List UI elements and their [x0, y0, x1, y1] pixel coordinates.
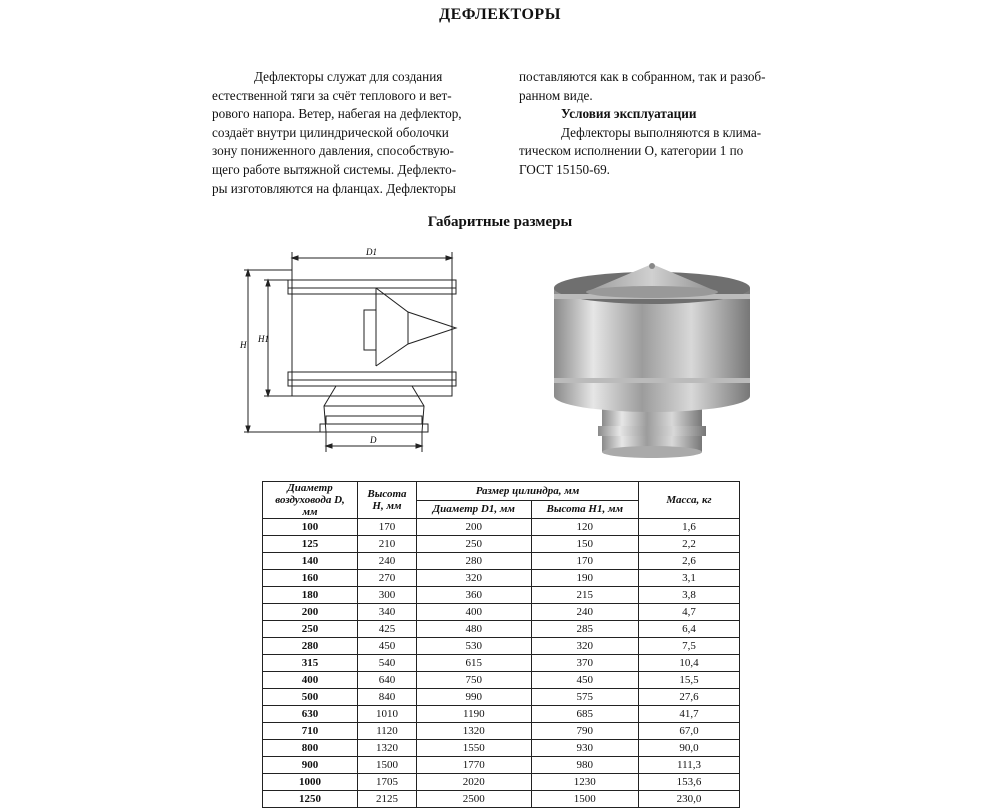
- intro-line: естественной тяги за счёт теплового и вет-: [212, 87, 452, 103]
- cylinder-diameter-cell: 280: [417, 553, 532, 570]
- conditions-heading: Условия эксплуатации: [561, 106, 697, 122]
- dimensions-table: [262, 481, 740, 808]
- header-cylinder-height: Высота H1, мм: [531, 500, 638, 519]
- mass-cell: 2,2: [639, 536, 740, 553]
- intro-right-column: [519, 68, 781, 180]
- cylinder-height-cell: 120: [531, 519, 638, 536]
- cylinder-diameter-cell: 400: [417, 604, 532, 621]
- duct-diameter-cell: 800: [263, 740, 358, 757]
- d1-label: D1: [366, 247, 377, 257]
- header-cylinder-size: Размер цилиндра, мм: [417, 482, 639, 501]
- height-cell: 540: [358, 655, 417, 672]
- cylinder-diameter-cell: 990: [417, 689, 532, 706]
- intro-line: поставляются как в собранном, так и разоб-: [519, 69, 766, 84]
- height-cell: 1010: [358, 706, 417, 723]
- cylinder-diameter-cell: 360: [417, 587, 532, 604]
- mass-cell: 2,6: [639, 553, 740, 570]
- table-row: [263, 570, 740, 587]
- cylinder-height-cell: 170: [531, 553, 638, 570]
- table-row: [263, 672, 740, 689]
- duct-diameter-cell: 1250: [263, 791, 358, 808]
- cylinder-height-cell: 285: [531, 621, 638, 638]
- height-cell: 1120: [358, 723, 417, 740]
- height-cell: 640: [358, 672, 417, 689]
- cylinder-diameter-cell: 250: [417, 536, 532, 553]
- height-cell: 840: [358, 689, 417, 706]
- table-row: [263, 536, 740, 553]
- mass-cell: 41,7: [639, 706, 740, 723]
- mass-cell: 230,0: [639, 791, 740, 808]
- mass-cell: 10,4: [639, 655, 740, 672]
- mass-cell: 3,1: [639, 570, 740, 587]
- d-label: D: [370, 435, 377, 445]
- cylinder-diameter-cell: 530: [417, 638, 532, 655]
- mass-cell: 3,8: [639, 587, 740, 604]
- cylinder-diameter-cell: 1550: [417, 740, 532, 757]
- table-row: [263, 723, 740, 740]
- cylinder-height-cell: 190: [531, 570, 638, 587]
- mass-cell: 1,6: [639, 519, 740, 536]
- mass-cell: 15,5: [639, 672, 740, 689]
- height-cell: 450: [358, 638, 417, 655]
- cylinder-height-cell: 450: [531, 672, 638, 689]
- cylinder-diameter-cell: 1190: [417, 706, 532, 723]
- table-row: [263, 774, 740, 791]
- intro-line: зону пониженного давления, способствую-: [212, 143, 454, 159]
- table-row: [263, 638, 740, 655]
- cylinder-height-cell: 575: [531, 689, 638, 706]
- duct-diameter-cell: 1000: [263, 774, 358, 791]
- cylinder-diameter-cell: 2020: [417, 774, 532, 791]
- table-row: [263, 757, 740, 774]
- intro-line: рового напора. Ветер, набегая на дефлектор,: [212, 106, 462, 122]
- height-cell: 1500: [358, 757, 417, 774]
- cylinder-height-cell: 1500: [531, 791, 638, 808]
- height-cell: 170: [358, 519, 417, 536]
- mass-cell: 111,3: [639, 757, 740, 774]
- cylinder-diameter-cell: 615: [417, 655, 532, 672]
- table-row: [263, 655, 740, 672]
- duct-diameter-cell: 500: [263, 689, 358, 706]
- intro-line: создаёт внутри цилиндрической оболочки: [212, 124, 449, 140]
- cylinder-height-cell: 930: [531, 740, 638, 757]
- duct-diameter-cell: 180: [263, 587, 358, 604]
- table-row: [263, 519, 740, 536]
- mass-cell: 7,5: [639, 638, 740, 655]
- table-row: [263, 689, 740, 706]
- cylinder-diameter-cell: 200: [417, 519, 532, 536]
- duct-diameter-cell: 100: [263, 519, 358, 536]
- duct-diameter-cell: 160: [263, 570, 358, 587]
- intro-line: щего работе вытяжной системы. Дефлекто-: [212, 161, 457, 177]
- duct-diameter-cell: 315: [263, 655, 358, 672]
- intro-left-column: [212, 68, 474, 198]
- mass-cell: 27,6: [639, 689, 740, 706]
- duct-diameter-cell: 400: [263, 672, 358, 689]
- cylinder-height-cell: 370: [531, 655, 638, 672]
- height-cell: 340: [358, 604, 417, 621]
- page-title: ДЕФЛЕКТОРЫ: [439, 6, 561, 23]
- table-row: [263, 604, 740, 621]
- header-height: Высота H, мм: [358, 482, 417, 519]
- cylinder-diameter-cell: 480: [417, 621, 532, 638]
- duct-diameter-cell: 250: [263, 621, 358, 638]
- table-row: [263, 553, 740, 570]
- table-row: [263, 791, 740, 808]
- intro-line: ры изготовляются на фланцах. Дефлекторы: [212, 180, 456, 196]
- deflector-drawing: [236, 244, 462, 454]
- mass-cell: 153,6: [639, 774, 740, 791]
- table-row: [263, 706, 740, 723]
- duct-diameter-cell: 280: [263, 638, 358, 655]
- height-cell: 270: [358, 570, 417, 587]
- table-row: [263, 621, 740, 638]
- height-cell: 2125: [358, 791, 417, 808]
- duct-diameter-cell: 710: [263, 723, 358, 740]
- conditions-line: тическом исполнении О, категории 1 по: [519, 143, 744, 159]
- header-mass: Масса, кг: [639, 482, 740, 519]
- duct-diameter-cell: 900: [263, 757, 358, 774]
- table-row: [263, 587, 740, 604]
- duct-diameter-cell: 125: [263, 536, 358, 553]
- header-cylinder-diameter: Диаметр D1, мм: [417, 500, 532, 519]
- header-duct-diameter: Диаметр воздуховода D, мм: [263, 482, 358, 519]
- height-cell: 300: [358, 587, 417, 604]
- mass-cell: 4,7: [639, 604, 740, 621]
- cylinder-height-cell: 790: [531, 723, 638, 740]
- duct-diameter-cell: 630: [263, 706, 358, 723]
- cylinder-diameter-cell: 750: [417, 672, 532, 689]
- intro-line: ранном виде.: [519, 87, 593, 103]
- cylinder-height-cell: 320: [531, 638, 638, 655]
- dimensions-heading: Габаритные размеры: [427, 214, 573, 230]
- intro-line: Дефлекторы служат для создания: [254, 69, 443, 84]
- mass-cell: 6,4: [639, 621, 740, 638]
- cylinder-height-cell: 1230: [531, 774, 638, 791]
- height-cell: 425: [358, 621, 417, 638]
- cylinder-diameter-cell: 1320: [417, 723, 532, 740]
- height-cell: 1320: [358, 740, 417, 757]
- deflector-photo: [540, 258, 770, 460]
- duct-diameter-cell: 140: [263, 553, 358, 570]
- mass-cell: 67,0: [639, 723, 740, 740]
- duct-diameter-cell: 200: [263, 604, 358, 621]
- height-cell: 240: [358, 553, 417, 570]
- cylinder-height-cell: 150: [531, 536, 638, 553]
- cylinder-height-cell: 215: [531, 587, 638, 604]
- mass-cell: 90,0: [639, 740, 740, 757]
- cylinder-diameter-cell: 2500: [417, 791, 532, 808]
- h1-label: H1: [258, 334, 269, 344]
- cylinder-height-cell: 980: [531, 757, 638, 774]
- cylinder-diameter-cell: 1770: [417, 757, 532, 774]
- cylinder-diameter-cell: 320: [417, 570, 532, 587]
- height-cell: 1705: [358, 774, 417, 791]
- conditions-line: Дефлекторы выполняются в клима-: [561, 124, 762, 140]
- table-row: [263, 740, 740, 757]
- conditions-line: ГОСТ 15150-69.: [519, 161, 610, 177]
- h-label: H: [240, 340, 247, 350]
- cylinder-height-cell: 685: [531, 706, 638, 723]
- height-cell: 210: [358, 536, 417, 553]
- intro-paragraph: [212, 68, 474, 198]
- cylinder-height-cell: 240: [531, 604, 638, 621]
